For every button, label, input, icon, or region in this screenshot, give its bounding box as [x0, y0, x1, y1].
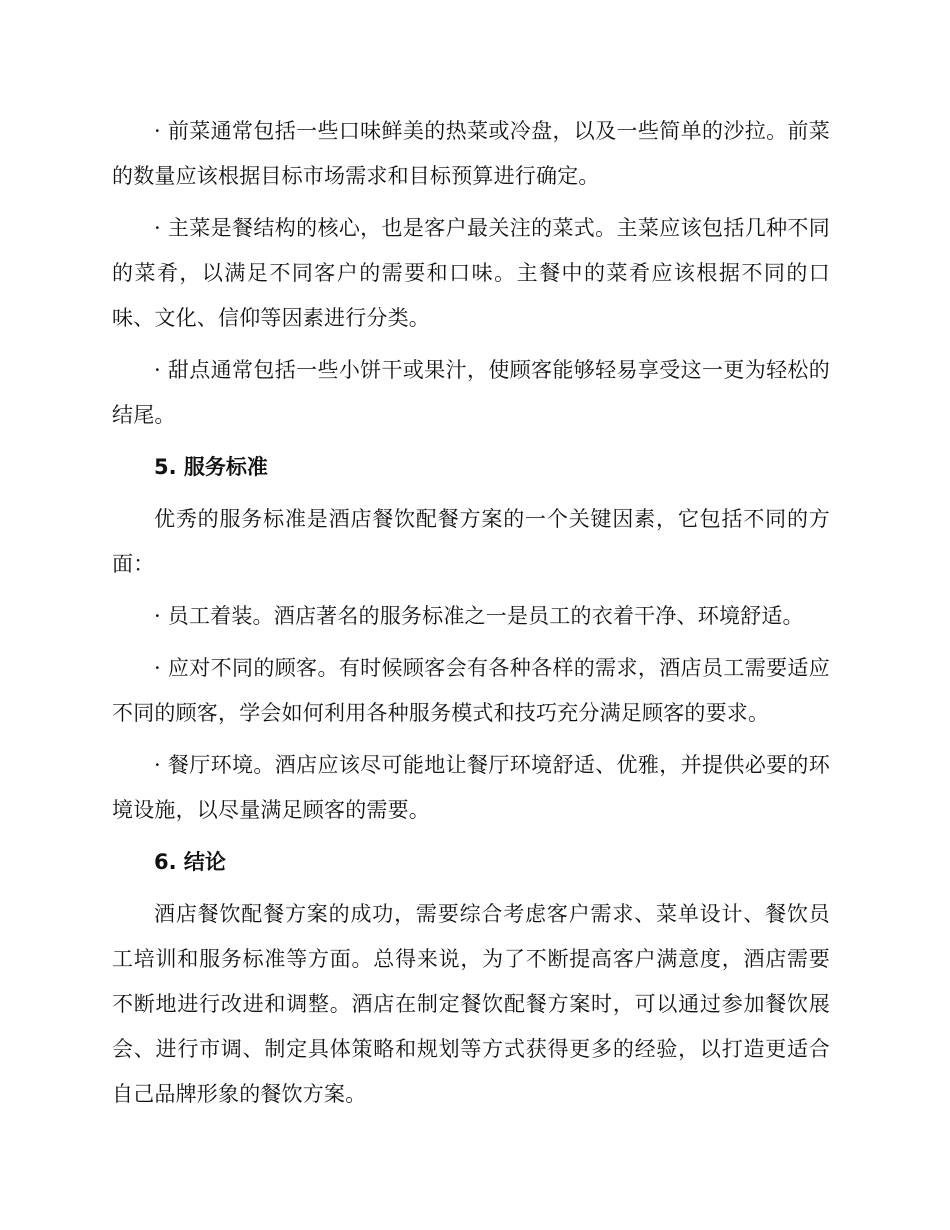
section-heading-service-standards: 5. 服务标准 — [154, 455, 268, 479]
section-heading-conclusion: 6. 结论 — [154, 850, 226, 874]
paragraph-main-course: · 主菜是餐结构的核心，也是客户最关注的菜式。主菜应该包括几种不同的菜肴，以满足不同客户的需要和口味。主餐中的菜肴应该根据不同的口味、文化、信仰等因素进行分类。 — [112, 216, 830, 330]
paragraph-dessert: · 甜点通常包括一些小饼干或果汁，使顾客能够轻易享受这一更为轻松的结尾。 — [112, 358, 830, 427]
paragraph-appetizer: · 前菜通常包括一些口味鲜美的热菜或冷盘，以及一些简单的沙拉。前菜的数量应该根据目标市场需求和目标预算进行确定。 — [112, 119, 830, 188]
paragraph-staff-attire: · 员工着装。酒店著名的服务标准之一是员工的衣着干净、环境舒适。 — [154, 604, 804, 628]
paragraph-service-intro: 优秀的服务标准是酒店餐饮配餐方案的一个关键因素，它包括不同的方面： — [112, 507, 830, 576]
paragraph-conclusion: 酒店餐饮配餐方案的成功，需要综合考虑客户需求、菜单设计、餐饮员工培训和服务标准等方面。总得来说，为了不断提高客户满意度，酒店需要不断地进行改进和调整。酒店在制定餐饮配餐方案时，可以通过参加餐饮展会、进行市调、制定具体策略和规划等方式获得更多的经验，以打造更适合自己品牌形象的餐饮方案。 — [112, 902, 830, 1106]
paragraph-restaurant-environment: · 餐厅环境。酒店应该尽可能地让餐厅环境舒适、优雅，并提供必要的环境设施，以尽量满足顾客的需要。 — [112, 753, 830, 822]
paragraph-different-customers: · 应对不同的顾客。有时候顾客会有各种各样的需求，酒店员工需要适应不同的顾客，学会如何利用各种服务模式和技巧充分满足顾客的要求。 — [112, 656, 830, 725]
